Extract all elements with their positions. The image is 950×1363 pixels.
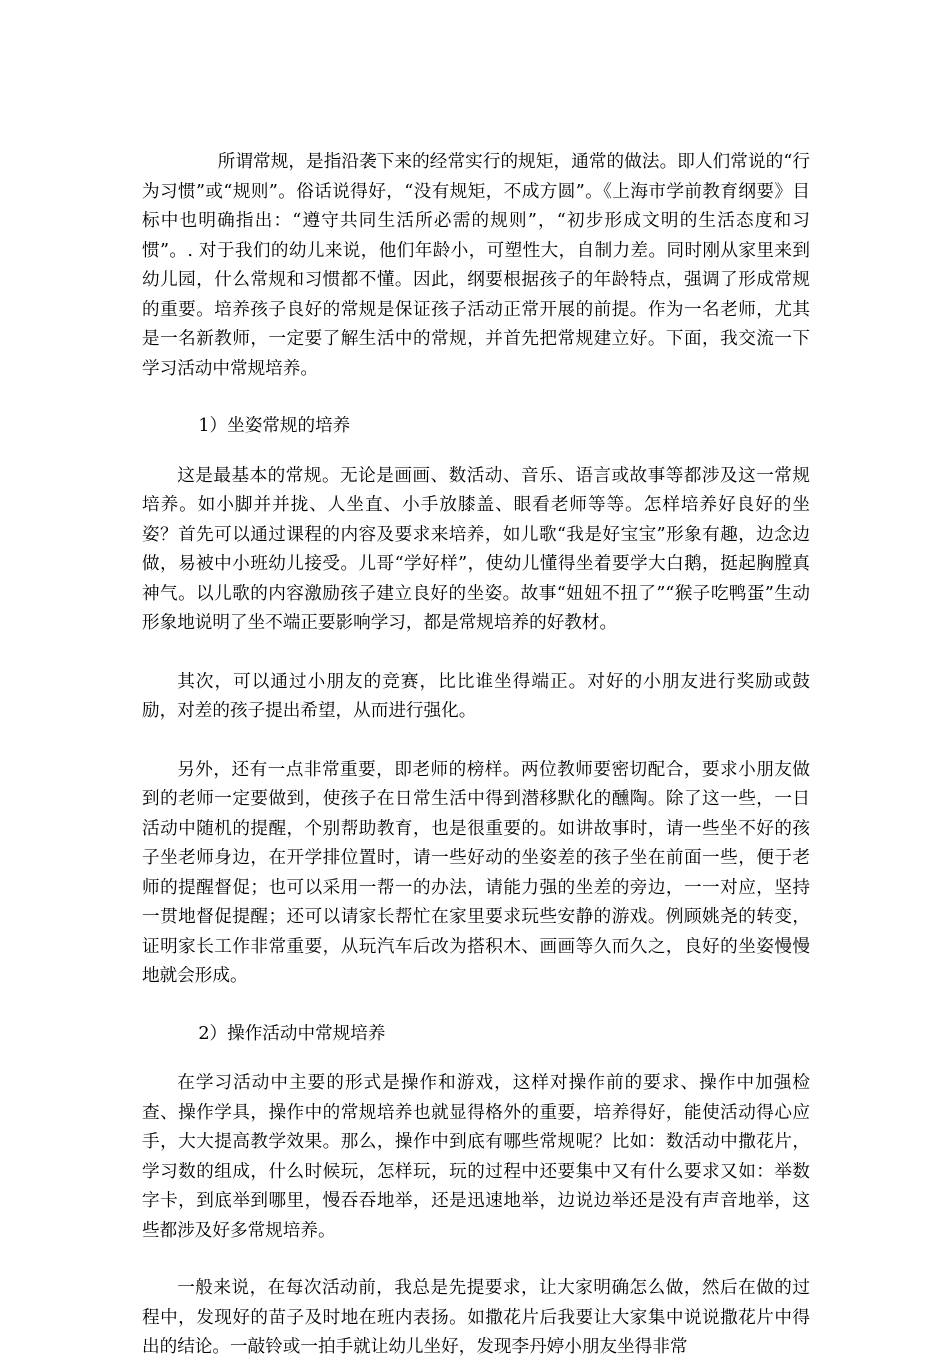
document-page <box>142 148 810 1363</box>
intro-paragraph: 所谓常规，是指沿袭下来的经常实行的规矩，通常的做法。即人们常说的“行为习惯”或“规则”。俗话说得好，“没有规矩，不成方圆”。《上海市学前教育纲要》目标中也明确指出：“遵守共同生活所必需的规则”，“初步形成文明的生活态度和习惯”。. 对于我们的幼儿来说，他们年龄小，可塑性大，自制力差。同时刚从家里来到幼儿园，什么常规和习惯都不懂。因此，纲要根据孩子的年龄特点，强调了形成常规的重要。培养孩子良好的常规是保证孩子活动正常开展的前提。作为一名老师，尤其是一名新教师，一定要了解生活中的常规，并首先把常规建立好。下面，我交流一下学习活动中常规培养。 <box>142 152 810 379</box>
operation-paragraph-1: 在学习活动中主要的形式是操作和游戏，这样对操作前的要求、操作中加强检查、操作学具，操作中的常规培养也就显得格外的重要，培养得好，能使活动得心应手，大大提高教学效果。那么，操作中到底有哪些常规呢？比如：数活动中撒花片，学习数的组成，什么时候玩，怎样玩，玩的过程中还要集中又有什么要求又如：举数字卡，到底举到哪里，慢吞吞地举，还是迅速地举，边说边举还是没有声音地举，这些都涉及好多常规培养。 <box>142 1073 810 1241</box>
operation-paragraph-2: 一般来说，在每次活动前，我总是先提要求，让大家明确怎么做，然后在做的过程中，发现好的苗子及时地在班内表扬。如撒花片后我要让大家集中说说撒花片中得出的结论。一敲铃或一拍手就让幼儿坐好，发现李丹婷小朋友坐得非常 <box>142 1278 810 1357</box>
section-heading-operation: 2）操作活动中常规培养 <box>198 1023 386 1044</box>
sitting-paragraph-3: 另外，还有一点非常重要，即老师的榜样。两位教师要密切配合，要求小朋友做到的老师一定要做到，使孩子在日常生活中得到潜移默化的醺陶。除了这一些，一日活动中随机的提醒，个别帮助教育，也是很重要的。如讲故事时，请一些坐不好的孩子坐老师身边，在开学排位置时，请一些好动的坐姿差的孩子坐在前面一些，便于老师的提醒督促；也可以采用一帮一的办法，请能力强的坐差的旁边，一一对应，坚持一贯地督促提醒；还可以请家长帮忙在家里要求玩些安静的游戏。例顾姚尧的转变，证明家长工作非常重要，从玩汽车后改为搭积木、画画等久而久之，良好的坐姿慢慢地就会形成。 <box>142 759 810 986</box>
sitting-paragraph-1: 这是最基本的常规。无论是画画、数活动、音乐、语言或故事等都涉及这一常规培养。如小脚并并拢、人坐直、小手放膝盖、眼看老师等等。怎样培养好良好的坐姿？首先可以通过课程的内容及要求来培养，如儿歌“我是好宝宝”形象有趣，边念边做，易被中小班幼儿接受。儿哥“学好样”，使幼儿懂得坐着要学大白鹅，挺起胸膛真神气。以儿歌的内容激励孩子建立良好的坐姿。故事“妞妞不扭了”“猴子吃鸭蛋”生动形象地说明了坐不端正要影响学习，都是常规培养的好教材。 <box>142 465 810 633</box>
sitting-paragraph-2: 其次，可以通过小朋友的竞赛，比比谁坐得端正。对好的小朋友进行奖励或鼓励，对差的孩子提出希望，从而进行强化。 <box>142 671 810 721</box>
section-heading-sitting: 1）坐姿常规的培养 <box>198 416 351 436</box>
